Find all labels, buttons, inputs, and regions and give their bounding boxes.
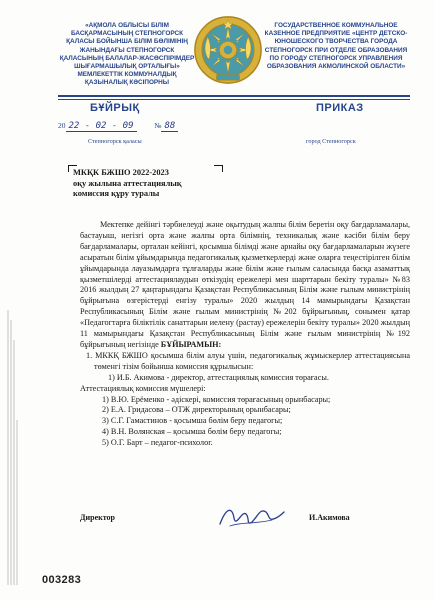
order-title-ru: ПРИКАЗ	[316, 102, 364, 114]
number-sign: №	[154, 121, 162, 130]
order-directive: БҰЙЫРАМЫН:	[160, 339, 222, 349]
letterhead-org-ru: ГОСУДАРСТВЕННОЕ КОММУНАЛЬНОЕ КАЗЕННОЕ ПРЕДПРИЯТИЕ «ЦЕНТР ДЕТСКО-ЮНОШЕСКОГО ТВОРЧЕСТВА ГОРОДА СТЕПНОГОРСК ПРИ ОТДЕЛЕ ОБРАЗОВАНИЯ ПО ГОРОДУ СТЕПНОГОРСК УПРАВЛЕНИЯ ОБРАЗОВАНИЯ АКМОЛИНСКОЙ ОБЛАСТИ»	[264, 22, 408, 71]
place-ru: город Степногорск	[306, 138, 356, 145]
letterhead-divider-thin	[58, 99, 410, 100]
signature-role: Директор	[80, 513, 115, 522]
subject-line-1: МКҚК БЖШО 2022-2023	[73, 168, 169, 177]
place-kz: Степногорск қаласы	[88, 138, 142, 145]
preamble-text: Мектепке дейінгі тәрбиелеуді және оқытудың жалпы білім беретін оқу бағдарламалары, бастауыш, негізгі орта және жалпы орта білімнің, техникалық және кәсіби білім беру бағдарламалары, орталан кейінгі, қосымша білімді және арнайы оқу бағдарламаларын жүзеге асыратын білім ұйымдарында педагогикалық қызметкерлерді және оларға теңестірілген білім ұйымдарында лауазымдарға тұлғаларды және білім және ғылым саласында басқа азаматтық қызметшілерді аттестациялаудын өткізудің ережелері мен шарттарын бекіту туралы» №83 2016 жылдың 27 қаңтарындағы Қазақстан Республикасының Білім және ғылым министрінің бұйрығына өзгерістерді енгізу туралы» 2020 жылдың 14 мамырындағы Қазақстан Республикасының Білім және ғылым министрінің №202 бұйрығының, сонымен қатар «Педагогтарға біліктілік санаттарын иелену (растау) ережелерін бекіту туралы» 2020 жылдың 11 мамырындағы Қазақстан Республикасының Білім және ғылым министрінің №192 бұйрығының негізінде	[80, 220, 410, 349]
subject-line-3: комиссия құру туралы	[73, 189, 160, 198]
letterhead-org-kz: «АҚМОЛА ОБЛЫСЫ БІЛІМ БАСҚАРМАСЫНЫҢ СТЕПНОГОРСК ҚАЛАСЫ БОЙЫНША БІЛІМ БӨЛІМІНІҢ ЖАНЫНДАҒЫ СТЕПНОГОРСК ҚАЛАСЫНЫҢ БАЛАЛАР-ЖАСӨСПІРІМДЕР ШЫҒАРМАШЫЛЫҚ ОРТАЛЫҒЫ» МЕМЛЕКЕТТІК КОММУНАЛДЫҚ ҚАЗЫНАЛЫҚ КӘСІПОРНЫ	[59, 22, 195, 87]
handwritten-signature	[216, 500, 286, 534]
registration-number: 003283	[42, 574, 82, 586]
member-4: 4) В.Н. Волянская – қосымша бөлім беру педагогы;	[102, 427, 282, 437]
order-title-kz: БҰЙРЫҚ	[90, 102, 140, 114]
preamble-paragraph	[80, 220, 410, 351]
member-2: 2) Е.А. Гридасова – ОТЖ директорының орынбасары;	[102, 405, 291, 415]
side-fine-print	[5, 300, 23, 600]
item-1-chair: 1) И.Б. Акимова - директор, аттестациялық комиссия төрағасы.	[108, 372, 329, 382]
order-body	[80, 220, 410, 449]
subject-line-2: оқу жылына аттестациялық	[73, 178, 182, 188]
order-subject	[73, 168, 223, 200]
letterhead-divider	[58, 95, 410, 97]
member-3: 3) С.Г. Гамастинов - қосымша бөлім беру педагогы;	[102, 416, 283, 426]
item-1: 1. МККҚ БЖШО қосымша білім алуы үшін, педагогикалық жұмыскерлер аттестациясына төменгі тізім бойынша комиссия құрылысын:	[86, 350, 410, 371]
handwritten-date: 22 - 02 - 09	[66, 121, 137, 132]
member-5: 5) О.Г. Барт – педагог-психолог.	[102, 438, 213, 448]
handwritten-number: 88	[161, 121, 178, 132]
fine-print-lines	[5, 300, 19, 590]
signature-name: И.Акимова	[309, 513, 350, 522]
order-date-number	[58, 121, 178, 132]
members-header: Аттестациялық комиссия мүшелері:	[80, 383, 206, 393]
member-1: 1) В.Ю. Ерёменко - әдіскері, комиссия төрағасының орынбасары;	[102, 394, 331, 404]
date-prefix: 20	[58, 121, 66, 130]
kazakhstan-emblem-icon	[192, 14, 264, 86]
